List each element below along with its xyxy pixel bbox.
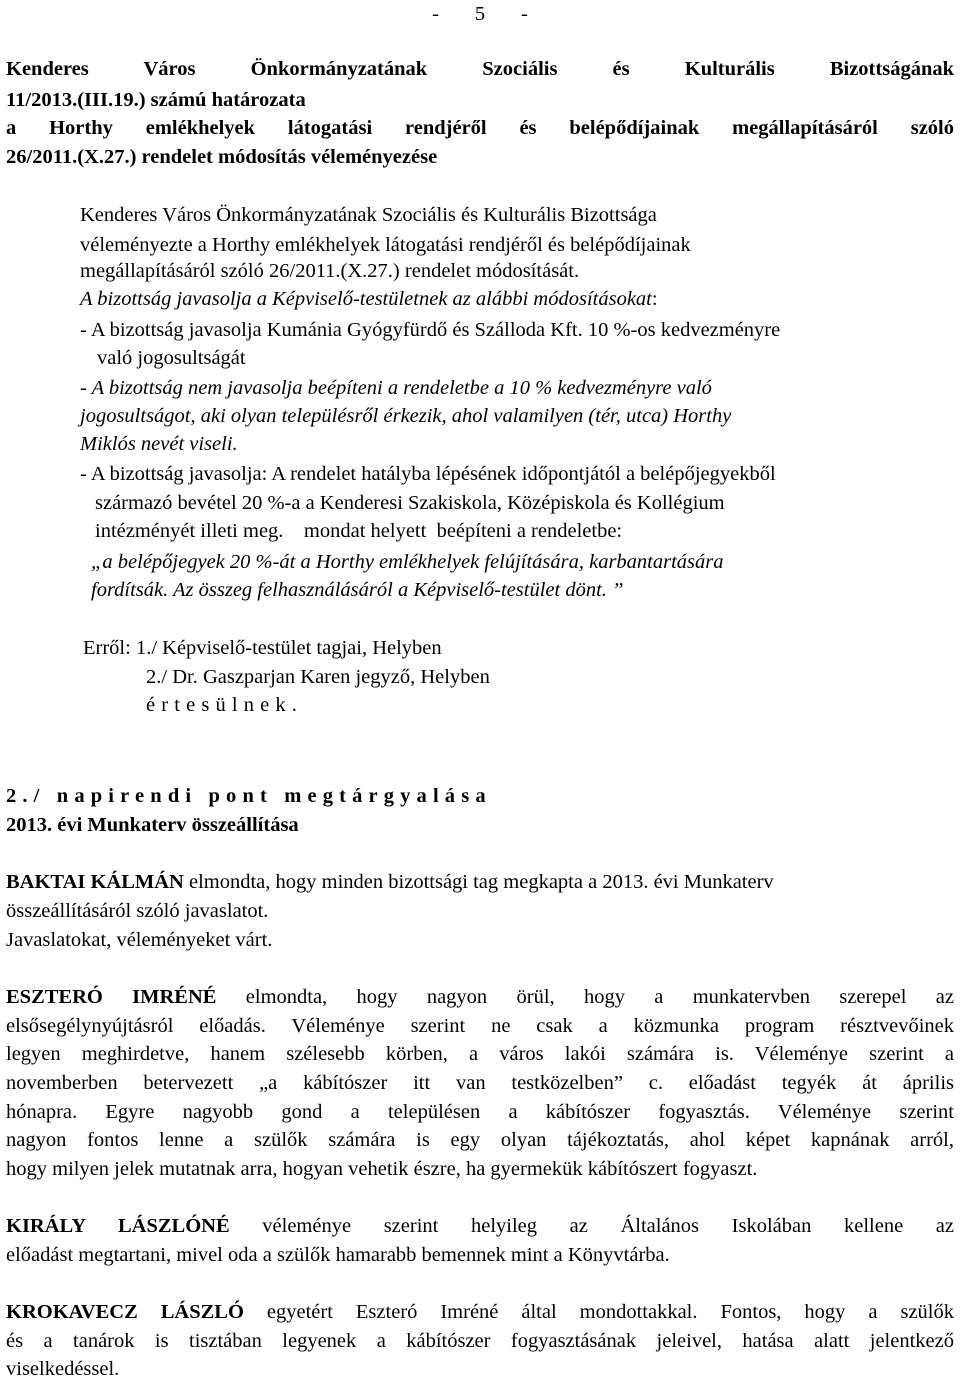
proposal-item-3-line-1: - A bizottság javasolja: A rendelet hatályba lépésének időpontjától a belépőjegyekből bbox=[80, 463, 776, 485]
paragraph-2-line-1: ESZTERÓ IMRÉNÉ elmondta, hogy nagyon örül, hogy a munkatervben szerepel az bbox=[6, 986, 954, 1008]
distribution-line-2: 2./ Dr. Gaszparjan Karen jegyző, Helyben bbox=[146, 666, 490, 688]
resolution-body-line-3: megállapításáról szóló 26/2011.(X.27.) rendelet módosítását. bbox=[80, 260, 580, 282]
resolution-body-line-1: Kenderes Város Önkormányzatának Szociális és Kulturális Bizottsága bbox=[80, 204, 657, 226]
page-number: - 5 - bbox=[432, 3, 528, 25]
proposal-item-1-line-2: való jogosultságát bbox=[97, 347, 246, 369]
proposal-item-1-line-1: - A bizottság javasolja Kumánia Gyógyfürdő és Szálloda Kft. 10 %-os kedvezményre bbox=[80, 319, 781, 341]
paragraph-2-line-7: hogy milyen jelek mutatnak arra, hogyan vehetik észre, ha gyermekük kábítószert fogyaszt. bbox=[6, 1158, 758, 1180]
paragraph-1-line-1: BAKTAI KÁLMÁN elmondta, hogy minden bizottsági tag megkapta a 2013. évi Munkaterv bbox=[6, 871, 774, 893]
proposal-item-3-line-3: intézményét illeti meg. mondat helyett beépíteni a rendeletbe: bbox=[95, 520, 623, 542]
paragraph-4-line-1: KROKAVECZ LÁSZLÓ egyetért Eszteró Imréné által mondottakkal. Fontos, hogy a szülők bbox=[6, 1301, 954, 1323]
agenda-subheading: 2013. évi Munkaterv összeállítása bbox=[6, 814, 299, 836]
distribution-line-3: értesülnek. bbox=[146, 694, 304, 716]
paragraph-2-line-6: nagyon fontos lenne a szülők számára is egy olyan tájékoztatás, ahol képet kapnának arról, bbox=[6, 1129, 954, 1151]
resolution-heading-line-3: a Horthy emlékhelyek látogatási rendjéről és belépődíjainak megállapításáról szóló bbox=[6, 117, 954, 139]
proposal-item-3-line-2: származó bevétel 20 %-a a Kenderesi Szakiskola, Középiskola és Kollégium bbox=[95, 492, 725, 514]
speaker-name: BAKTAI KÁLMÁN bbox=[6, 871, 184, 893]
paragraph-4-line-2: és a tanárok is tisztában legyenek a kábítószer fogyasztásának jeleivel, hatása alatt jelentkező bbox=[6, 1330, 954, 1352]
paragraph-4-line-3: viselkedéssel. bbox=[6, 1358, 120, 1380]
paragraph-2-line-4: novemberben betervezett „a kábítószer itt van testközelben” c. előadást tegyék át április bbox=[6, 1072, 954, 1094]
proposal-item-2-line-1: - A bizottság nem javasolja beépíteni a rendeletbe a 10 % kedvezményre való bbox=[80, 377, 712, 399]
resolution-heading-line-4: 26/2011.(X.27.) rendelet módosítás véleményezése bbox=[6, 146, 438, 168]
paragraph-3-line-2: előadást megtartani, mivel oda a szülők hamarabb bemennek mint a Könyvtárba. bbox=[6, 1244, 670, 1266]
distribution-line-1: Erről: 1./ Képviselő-testület tagjai, Helyben bbox=[83, 637, 442, 659]
speaker-name: KROKAVECZ LÁSZLÓ bbox=[6, 1301, 244, 1323]
speaker-name: ESZTERÓ IMRÉNÉ bbox=[6, 986, 217, 1008]
paragraph-3-line-1: KIRÁLY LÁSZLÓNÉ véleménye szerint helyileg az Általános Iskolában kellene az bbox=[6, 1215, 954, 1237]
resolution-heading-line-1: Kenderes Város Önkormányzatának Szociális és Kulturális Bizottságának bbox=[6, 58, 954, 80]
agenda-heading: 2./ napirendi pont megtárgyalása bbox=[6, 785, 492, 807]
proposal-item-3-quote-line-2: fordítsák. Az összeg felhasználásáról a Képviselő-testület dönt. ” bbox=[91, 579, 624, 601]
speaker-name: KIRÁLY LÁSZLÓNÉ bbox=[6, 1215, 230, 1237]
proposal-item-2-line-2: jogosultságot, aki olyan településről érkezik, ahol valamilyen (tér, utca) Horthy bbox=[80, 405, 732, 427]
paragraph-1-line-2: összeállításáról szóló javaslatot. bbox=[6, 900, 269, 922]
paragraph-1-line-3: Javaslatokat, véleményeket várt. bbox=[6, 929, 273, 951]
proposal-intro: A bizottság javasolja a Képviselő-testületnek az alábbi módosításokat: bbox=[80, 288, 658, 310]
proposal-item-3-quote-line-1: „a belépőjegyek 20 %-át a Horthy emlékhelyek felújítására, karbantartására bbox=[91, 551, 724, 573]
resolution-heading-line-2: 11/2013.(III.19.) számú határozata bbox=[6, 89, 306, 111]
paragraph-2-line-3: legyen meghirdetve, hanem szélesebb körben, a város lakói számára is. Véleménye szerint a bbox=[6, 1043, 954, 1065]
paragraph-2-line-5: hónapra. Egyre nagyobb gond a településen a kábítószer fogyasztás. Véleménye szerint bbox=[6, 1101, 954, 1123]
resolution-body-line-2: véleményezte a Horthy emlékhelyek látogatási rendjéről és belépődíjainak bbox=[80, 234, 691, 256]
proposal-item-2-line-3: Miklós nevét viseli. bbox=[80, 433, 238, 455]
paragraph-2-line-2: elsősegélynyújtásról előadás. Véleménye szerint ne csak a közmunka program résztvevőinek bbox=[6, 1015, 954, 1037]
